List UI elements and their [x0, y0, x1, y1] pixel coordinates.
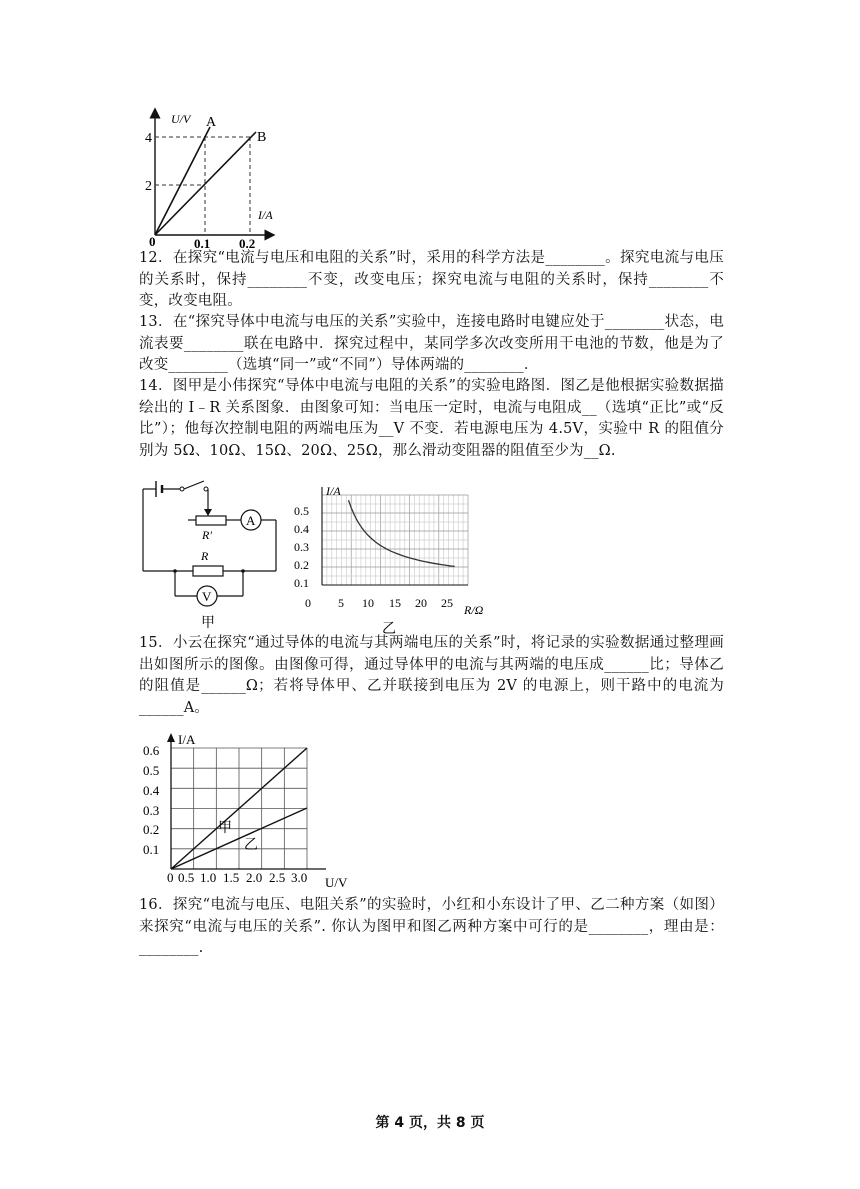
rheostat — [196, 516, 226, 525]
line-b-label: B — [257, 130, 267, 145]
resistor-label: R — [201, 549, 209, 563]
rheostat-slider-arrow — [204, 509, 212, 516]
i-u-ytick-0.4: 0.4 — [143, 783, 160, 798]
i-u-ytick-0.2: 0.2 — [143, 822, 160, 837]
circuit-caption: 甲 — [201, 616, 215, 631]
resistor — [193, 566, 223, 576]
i-r-graph — [288, 475, 498, 635]
x-tick-0: 0 — [149, 234, 156, 249]
i-u-ytick-0.6: 0.6 — [143, 743, 160, 758]
u-i-graph — [138, 105, 278, 250]
rheostat-label: R' — [202, 528, 212, 542]
voltmeter-label: V — [202, 589, 212, 604]
i-r-ytick-0.5: 0.5 — [294, 504, 309, 518]
i-u-xtick-0: 0 — [167, 870, 174, 885]
y-axis-label: U/V — [171, 112, 191, 126]
i-r-xtick-5: 5 — [338, 596, 344, 610]
x-tick-0.2: 0.2 — [239, 236, 256, 250]
line-yi-label: 乙 — [244, 838, 258, 853]
x-tick-0.1: 0.1 — [194, 236, 211, 250]
i-u-ytick-0.1: 0.1 — [143, 842, 160, 857]
ammeter-label: A — [246, 513, 256, 528]
question-12: 12．在探究“电流与电压和电阻的关系”时，采用的科学方法是________。探究电流与电压的关系时，保持________不变，改变电压；探究电流与电阻的关系时，保持________不变，改变电阻。 — [139, 250, 724, 309]
i-u-ytick-0.5: 0.5 — [143, 763, 160, 778]
i-r-xtick-10: 10 — [362, 596, 374, 610]
i-r-xtick-25: 25 — [441, 596, 453, 610]
i-r-xtick-0: 0 — [305, 596, 311, 610]
i-r-y-label: I/A — [326, 484, 341, 498]
i-r-ytick-0.4: 0.4 — [294, 522, 309, 536]
question-15: 15．小云在探究“通过导体的电流与其两端电压的关系”时，将记录的实验数据通过整理画出如图所示的图像。由图像可得，通过导体甲的电流与其两端的电压成______比；导体乙的阻值是______Ω；若将导体甲、乙并联接到电压为 2V 的电源上，则干路中的电流为______A。 — [139, 635, 724, 716]
i-u-xtick-1.0: 1.0 — [200, 870, 217, 885]
page-footer: 第 4 页，共 8 页 — [375, 1115, 485, 1131]
i-r-caption: 乙 — [382, 622, 396, 635]
i-r-xtick-20: 20 — [415, 596, 427, 610]
i-u-xtick-3.0: 3.0 — [291, 870, 308, 885]
circuit-diagram — [138, 475, 286, 635]
line-a — [155, 127, 210, 235]
question-13: 13．在“探究导体中电流与电压的关系”实验中，连接电路时电键应处于________状态，电流表要________联在电路中．探究过程中，某同学多次改变所用干电池的节数，他是为了改变________（选填“同一”或“不同”）导体两端的________． — [139, 314, 724, 373]
line-a-label: A — [206, 115, 217, 130]
switch-blade — [184, 481, 204, 489]
i-u-xtick-2.5: 2.5 — [269, 870, 286, 885]
y-tick-4: 4 — [145, 131, 152, 146]
switch-contact — [180, 487, 184, 491]
y-tick-2: 2 — [145, 179, 152, 194]
question-14: 14．图甲是小伟探究“导体中电流与电阻的关系”的实验电路图．图乙是他根据实验数据描绘出的 I﹣R 关系图象．由图象可知：当电压一定时，电流与电阻成__（选填“正比”或“反比”）；他每次控制电阻的两端电压为__V 不变．若电源电压为 4.5V，实验中 R 的阻值分别为 5Ω、10Ω、15Ω、20Ω、25Ω，那么滑动变阻器的阻值至少为__Ω. — [139, 378, 724, 459]
i-u-xtick-1.5: 1.5 — [223, 870, 240, 885]
line-jia-label: 甲 — [218, 821, 232, 836]
i-u-ytick-0.3: 0.3 — [143, 803, 160, 818]
i-u-graph — [138, 730, 358, 890]
i-u-y-label: I/A — [178, 732, 196, 747]
i-r-x-label: R/Ω — [464, 603, 484, 617]
i-u-xtick-2.0: 2.0 — [246, 870, 263, 885]
i-u-xtick-0.5: 0.5 — [178, 870, 195, 885]
i-r-ytick-0.3: 0.3 — [294, 540, 309, 554]
question-16: 16．探究“电流与电压、电阻关系”的实验时，小红和小东设计了甲、乙二种方案（如图）来探究“电流与电压的关系”. 你认为图甲和图乙两种方案中可行的是________，理由是：________. — [139, 897, 724, 956]
i-r-ytick-0.1: 0.1 — [294, 576, 309, 590]
i-r-xtick-15: 15 — [389, 596, 401, 610]
i-u-x-label: U/V — [325, 875, 348, 890]
i-r-ytick-0.2: 0.2 — [294, 558, 309, 572]
i-r-grid — [322, 495, 468, 585]
x-axis-label: I/A — [258, 208, 273, 222]
